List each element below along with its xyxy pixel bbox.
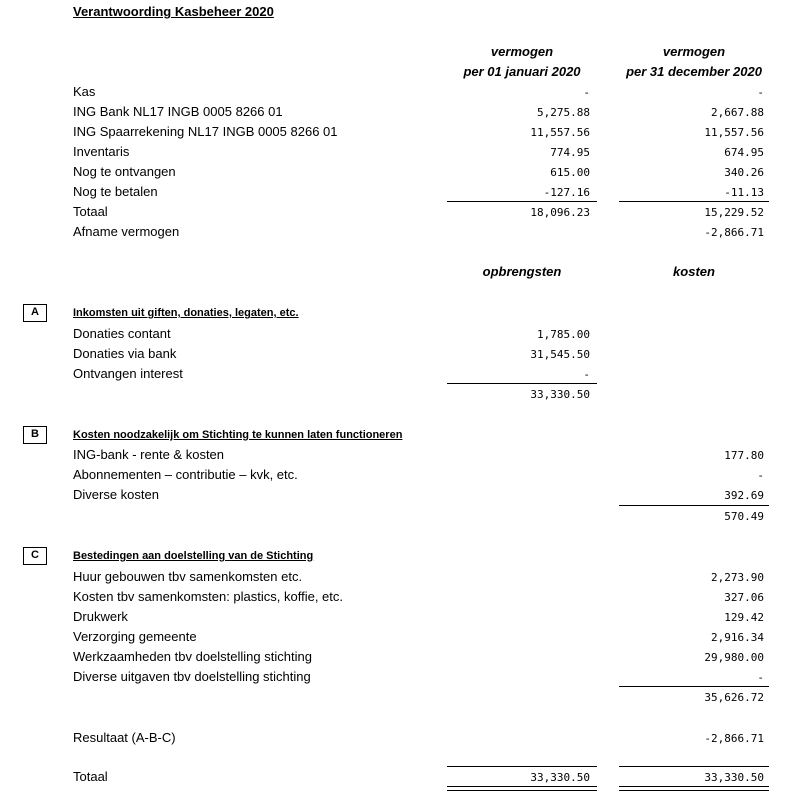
balance-row-label: Inventaris — [73, 144, 130, 159]
section-c-row-value: 129.42 — [724, 611, 764, 624]
grand-total-label: Totaal — [73, 769, 108, 784]
section-c-title: Bestedingen aan doelstelling van de Stichting — [73, 550, 314, 562]
section-b-row-value: 177.80 — [724, 449, 764, 462]
section-c-row-label: Diverse uitgaven tbv doelstelling stichting — [73, 669, 311, 684]
section-b-box: B — [23, 426, 47, 444]
section-c-row-label: Verzorging gemeente — [73, 629, 197, 644]
balance-row-value-end: -11.13 — [724, 186, 764, 199]
grand-total-income: 33,330.50 — [530, 771, 590, 784]
section-a-row-label: Ontvangen interest — [73, 366, 183, 381]
col1-header-line1: vermogen — [490, 44, 554, 59]
grand-total-double-rule-2 — [619, 786, 769, 791]
section-b-row-value: - — [757, 469, 764, 482]
balance-row-value-end: 11,557.56 — [704, 126, 764, 139]
section-c-subtotal-rule — [619, 686, 769, 687]
section-c-row-label: Drukwerk — [73, 609, 128, 624]
section-b-row-label: Diverse kosten — [73, 487, 159, 502]
section-c-box: C — [23, 547, 47, 565]
section-a-row-value: 31,545.50 — [530, 348, 590, 361]
balance-row-label: ING Spaarrekening NL17 INGB 0005 8266 01 — [73, 124, 338, 139]
balance-row-label: Kas — [73, 84, 96, 99]
balance-total-rule-2 — [619, 201, 769, 202]
balance-row-value-start: 11,557.56 — [530, 126, 590, 139]
page-title: Verantwoording Kasbeheer 2020 — [73, 4, 274, 19]
grand-total-top-rule-2 — [619, 766, 769, 767]
col2-header-line2: per 31 december 2020 — [626, 64, 762, 79]
grand-total-costs: 33,330.50 — [704, 771, 764, 784]
balance-total-label: Totaal — [73, 204, 108, 219]
balance-row-value-end: 2,667.88 — [711, 106, 764, 119]
balance-row-value-start: 774.95 — [550, 146, 590, 159]
decrease-value: -2,866.71 — [704, 226, 764, 239]
section-a-row-value: 1,785.00 — [537, 328, 590, 341]
col2-header-line1: vermogen — [662, 44, 726, 59]
section-a-title: Inkomsten uit giften, donaties, legaten, etc. — [73, 307, 299, 319]
section-a-subtotal: 33,330.50 — [530, 388, 590, 401]
col1-header-line2: per 01 januari 2020 — [463, 64, 581, 79]
section-c-row-value: 2,916.34 — [711, 631, 764, 644]
balance-row-value-end: 340.26 — [724, 166, 764, 179]
balance-row-label: Nog te betalen — [73, 184, 158, 199]
balance-row-value-start: - — [583, 86, 590, 99]
grand-total-top-rule-1 — [447, 766, 597, 767]
balance-row-value-start: 5,275.88 — [537, 106, 590, 119]
balance-total-end: 15,229.52 — [704, 206, 764, 219]
section-a-row-label: Donaties contant — [73, 326, 171, 341]
balance-row-label: Nog te ontvangen — [73, 164, 176, 179]
balance-row-value-end: - — [757, 86, 764, 99]
section-c-subtotal: 35,626.72 — [704, 691, 764, 704]
section-c-row-label: Kosten tbv samenkomsten: plastics, koffie, etc. — [73, 589, 343, 604]
section-b-subtotal-rule — [619, 505, 769, 506]
section-b-subtotal: 570.49 — [724, 510, 764, 523]
balance-total-start: 18,096.23 — [530, 206, 590, 219]
result-label: Resultaat (A-B-C) — [73, 730, 176, 745]
section-c-row-value: 2,273.90 — [711, 571, 764, 584]
section-b-row-value: 392.69 — [724, 489, 764, 502]
result-value: -2,866.71 — [704, 732, 764, 745]
section-b-row-label: ING-bank - rente & kosten — [73, 447, 225, 462]
decrease-label: Afname vermogen — [73, 224, 180, 239]
balance-row-value-start: -127.16 — [543, 186, 590, 199]
section-c-row-value: - — [757, 671, 764, 684]
section-a-box: A — [23, 304, 47, 322]
section-a-row-label: Donaties via bank — [73, 346, 177, 361]
section-a-subtotal-rule — [447, 383, 597, 384]
section-c-row-value: 327.06 — [724, 591, 764, 604]
section-c-row-label: Huur gebouwen tbv samenkomsten etc. — [73, 569, 303, 584]
balance-row-value-start: 615.00 — [550, 166, 590, 179]
balance-row-label: ING Bank NL17 INGB 0005 8266 01 — [73, 104, 283, 119]
section-a-row-value: - — [583, 368, 590, 381]
section-b-title: Kosten noodzakelijk om Stichting te kunnen laten functioneren — [73, 429, 403, 441]
section-b-row-label: Abonnementen – contributie – kvk, etc. — [73, 467, 298, 482]
balance-total-rule-1 — [447, 201, 597, 202]
section-c-row-value: 29,980.00 — [704, 651, 764, 664]
section-c-row-label: Werkzaamheden tbv doelstelling stichting — [73, 649, 312, 664]
balance-row-value-end: 674.95 — [724, 146, 764, 159]
grand-total-double-rule-1 — [447, 786, 597, 791]
costs-header: kosten — [673, 264, 715, 279]
income-header: opbrengsten — [482, 264, 562, 279]
